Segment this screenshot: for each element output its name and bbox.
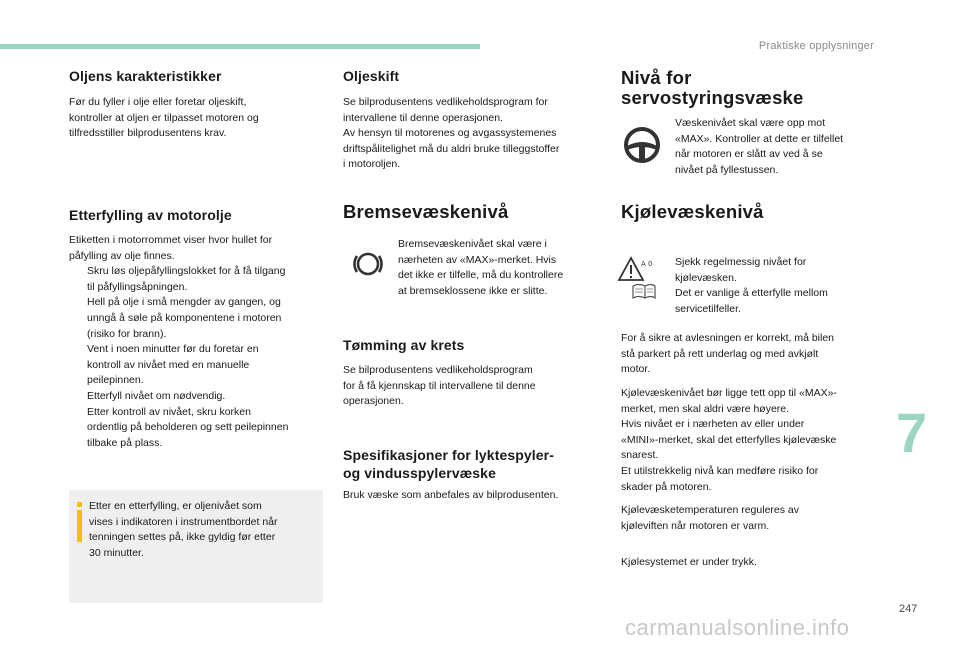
brake-fluid-text: Bremsevæskenivået skal være i nærheten av «MAX»-merket. Hvis det ikke er tilfelle, må du kontrollere at bremseklossene ikke er slitte. — [398, 238, 564, 297]
circuit-drain-heading: Tømming av krets — [343, 337, 465, 353]
brake-fluid-heading: Bremsevæskenivå — [343, 201, 509, 222]
list-item: Etterfyll nivået om nødvendig. — [87, 389, 226, 402]
oil-refill-text: Etiketten i motorrommet viser hvor hullet for påfylling av olje finnes. Skru løs oljepåfyllingslokket for å få tilgang til påfyllingsåpningen. Hell på olje i små mengder av gangen, og unngå å søle på komponentene i motoren (risiko for brann). Vent i noen minutter før du foretar en kontroll av nivået med en manuelle peilepinnen. Etterfyll nivået om nødvendig. Etter kontroll av nivået, skru korken ordentlig på beholderen og sett peilepinnen tilbake på plass. — [69, 233, 288, 451]
coolant-paragraph-2: Kjølevæskenivået bør ligge tett opp til «MAX»- merket, men skal aldri være høyere. Hvis nivået er i nærheten av eller under «MINI»-merket, skal det etterfylles kjølevæske snarest. Et utilstrekkelig nivå kan medføre risiko for skader på motoren. — [621, 387, 837, 493]
svg-text:0: 0 — [648, 260, 653, 268]
oil-refill-heading: Etterfylling av motorolje — [69, 207, 232, 223]
circuit-drain-text: Se bilprodusentens vedlikeholdsprogram for å få kjennskap til intervallene til denne operasjonen. — [343, 364, 536, 408]
washer-fluid-heading: Spesifikasjoner for lyktespyler- og vindusspylervæske — [343, 447, 554, 481]
power-steering-heading: Nivå for servostyringsvæske — [621, 67, 804, 108]
chapter-number: 7 — [896, 401, 928, 464]
coolant-paragraph-1: For å sikre at avlesningen er korrekt, må bilen stå parkert på rett underlag og med avkjølt motor. — [621, 332, 835, 376]
oil-change-heading: Oljeskift — [343, 68, 400, 84]
list-item: Skru løs oljepåfyllingslokket for å få tilgang til påfyllingsåpningen. — [87, 265, 286, 293]
coolant-paragraph-4: Kjølesystemet er under trykk. — [621, 556, 757, 568]
oil-characteristics-heading: Oljens karakteristikker — [69, 68, 222, 84]
washer-fluid-text: Bruk væske som anbefales av bilprodusenten. — [343, 489, 559, 501]
list-item: Etter kontroll av nivået, skru korken ordentlig på beholderen og sett peilepinnen tilbake på plass. — [87, 405, 289, 449]
header-accent-bar — [0, 44, 480, 49]
brake-warning-icon — [352, 248, 384, 280]
info-note-text: Etter en etterfylling, er oljenivået som vises i indikatoren i instrumentbordet når tenningen settes på, ikke gyldig før etter 30 minutter. — [89, 500, 278, 559]
oil-change-text: Se bilprodusentens vedlikeholdsprogram for intervallene til denne operasjonen. Av hensyn til motorenes og avgassystemenes driftspålitelighet må du aldri bruke tilleggstoffer i motoroljen. — [343, 96, 560, 171]
coolant-warning-icon — [617, 256, 657, 302]
steering-wheel-icon — [621, 126, 663, 164]
coolant-check-text: Sjekk regelmessig nivået for kjølevæsken. Det er vanlige å etterfylle mellom servicetilfeller. — [675, 256, 828, 315]
section-header: Praktiske opplysninger — [758, 40, 874, 52]
power-steering-text: Væskenivået skal være opp mot «MAX». Kontroller at dette er tilfellet når motoren er slått av ved å se nivået på fyllestussen. — [675, 117, 844, 176]
coolant-paragraph-3: Kjølevæsketemperaturen reguleres av kjøleviften når motoren er varm. — [621, 504, 799, 532]
page-number: 247 — [899, 603, 918, 615]
info-icon — [76, 502, 83, 542]
oil-characteristics-text: Før du fyller i olje eller foretar oljeskift, kontroller at oljen er tilpasset motoren og tilfredsstiller bilprodusentens krav. — [69, 96, 259, 140]
list-item: Hell på olje i små mengder av gangen, og unngå å søle på komponentene i motoren (risiko for brann). — [87, 296, 282, 340]
list-item: Vent i noen minutter før du foretar en kontroll av nivået med en manuelle peilepinnen. — [87, 343, 259, 387]
watermark: carmanualsonline.info — [625, 615, 850, 640]
coolant-heading: Kjølevæskenivå — [621, 201, 764, 222]
info-note-box — [69, 490, 323, 603]
svg-text:A: A — [641, 260, 646, 268]
